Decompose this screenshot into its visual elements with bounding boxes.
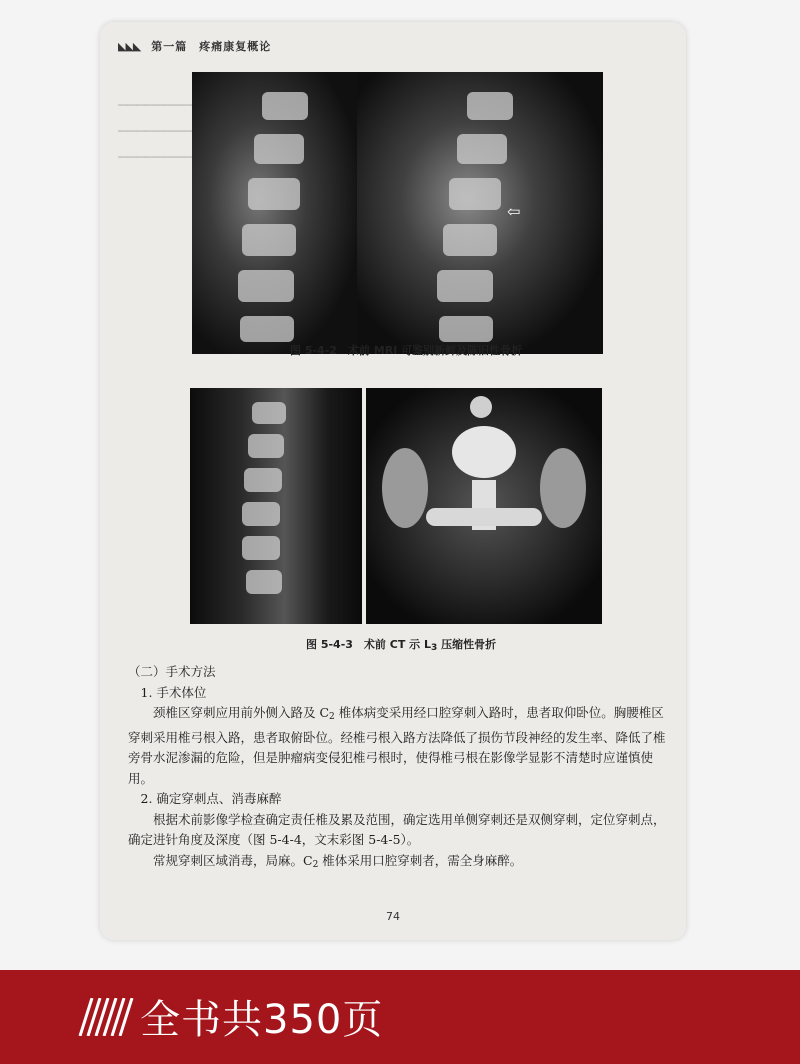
running-head-marks: ◣◣◣ (118, 40, 141, 53)
paragraph-3-part-a: 常规穿刺区域消毒，局麻。C (153, 852, 313, 868)
paragraph-3 (128, 851, 668, 876)
body-text (128, 662, 668, 875)
figure-caption-5-4-2: 图 5-4-2 术前 MRI 可鉴别新鲜及陈旧性骨折 (290, 344, 523, 357)
paragraph-1 (128, 703, 668, 789)
banner-page-count: 全书共350页 (140, 997, 384, 1043)
caption-text-a: 图 5-4-3 术前 CT 示 L (306, 638, 431, 651)
mri-image-left (192, 72, 357, 354)
paragraph-3-subscript: 2 (312, 859, 319, 870)
running-head (118, 38, 271, 54)
promo-banner (0, 970, 800, 1064)
arrow-annotation: ⇦ (507, 202, 521, 221)
ct-sagittal-image (190, 388, 362, 624)
paragraph-2: 根据术前影像学检查确定责任椎及累及范围，确定选用单侧穿刺还是双侧穿刺，定位穿刺点，确定进针角度及深度（图 5-4-4，文末彩图 5-4-5）。 (128, 811, 666, 847)
paragraph-1-part-b: 椎体病变采用经口腔穿刺入路时，患者取仰卧位。胸腰椎区穿刺采用椎弓根入路，患者取俯卧位。经椎弓根入路方法降低了损伤节段神经的发生率、降低了椎旁骨水泥渗漏的危险，但是肿瘤病变侵犯椎弓根时，使得椎弓根在影像学显影不清楚时应谨慎使用。 (128, 705, 666, 786)
caption-text-b: 压缩性骨折 (437, 638, 497, 651)
section-heading: （二）手术方法 (128, 664, 216, 679)
ct-axial-image (366, 388, 602, 624)
paragraph-3-part-b: 椎体采用口腔穿刺者，需全身麻醉。 (318, 852, 523, 868)
running-head-title: 第一篇 疼痛康复概论 (151, 40, 272, 53)
mri-image-right (357, 72, 603, 354)
paragraph-1-subscript: 2 (329, 712, 335, 722)
book-page (100, 22, 686, 940)
paragraph-1-part-a: 颈椎区穿刺应用前外侧入路及 C (153, 705, 330, 720)
caption-subscript: 3 (431, 643, 438, 653)
page-number: 74 (386, 910, 400, 923)
item-2-title: 2. 确定穿刺点、消毒麻醉 (140, 791, 282, 806)
item-1-title: 1. 手术体位 (140, 684, 207, 700)
figure-caption-5-4-3 (306, 636, 496, 653)
slash-stripes-icon (68, 998, 148, 1036)
